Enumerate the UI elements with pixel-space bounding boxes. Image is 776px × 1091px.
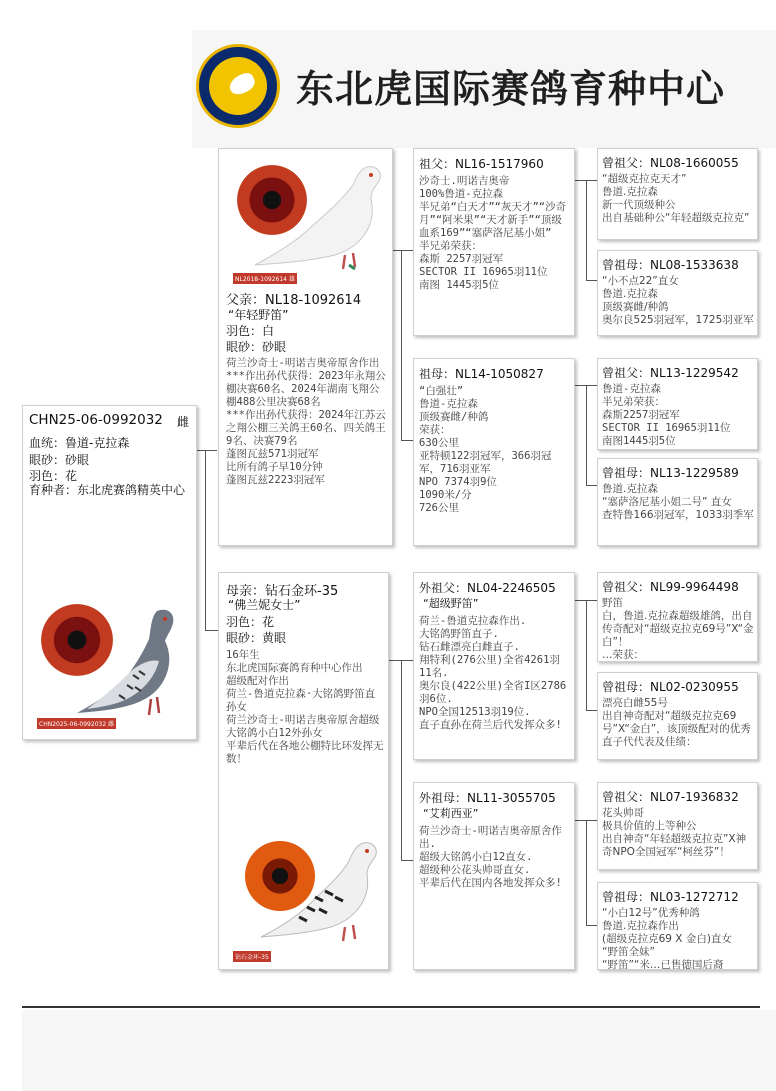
connector (586, 280, 597, 281)
sire-card (218, 148, 393, 546)
connector (393, 250, 413, 251)
great-grandparent-card (597, 672, 758, 760)
great-grandparent-description: 鲁道-克拉森 半兄弟荣获： 森斯2257羽冠军 SECTOR II 16965羽11位 南图1445羽5位 (602, 383, 731, 447)
granddam-maternal-card (413, 782, 575, 970)
sire-pigeon-photo (249, 155, 389, 280)
grandsire-paternal-ring: 祖父：NL16-1517960 (419, 157, 544, 171)
granddam-paternal-description: “白强壮” 鲁道-克拉森 顶级赛雌/种鸽 荣获： 630公里 亚特顿122羽冠军，366羽冠军，716羽亚军 NPO 7374羽9位 1090米/分 726公里 (419, 385, 552, 514)
great-grandparent-card (597, 148, 758, 240)
grandsire-maternal-description: 荷兰-鲁道克拉森作出. 大铭鸽野笛直子. 钻石雌漂亮白雌直子. 翔特利(276公里)全省4261羽11名. 奥尔良(422公里)全省I区2786羽6位. NPO全国12513羽19位. 直子直孙在荷兰后代发挥众多! (419, 615, 567, 731)
granddam-paternal-card (413, 358, 575, 546)
great-grandparent-ring: 曾祖母：NL02-0230955 (602, 680, 739, 694)
connector (586, 485, 597, 486)
subject-ring: CHN25-06-0992032 (29, 412, 163, 428)
great-grandparent-description: “超级克拉克天才” 鲁道.克拉森 新一代顶级种公 出自基础种公“年轻超级克拉克” (602, 173, 750, 224)
granddam-maternal-ring: 外祖母：NL11-3055705 (419, 791, 556, 805)
footer-divider (22, 1006, 760, 1008)
great-grandparent-description: “小白12号”优秀种鸽 鲁道.克拉森作出 (超级克拉克69 X 金白)直女 “野笛全妹” “野笛”“米…已售德国后裔 (602, 907, 732, 970)
great-grandparent-ring: 曾祖父：NL99-9964498 (602, 580, 739, 594)
subject-breeder: 育种者：东北虎赛鸽精英中心 (29, 483, 186, 497)
sire-photo-tag: NL2018-1092614 雄 (233, 273, 297, 284)
great-grandparent-description: 漂亮白雌55号 出自神奇配对“超级克拉克69号”X“金白”，该顶级配对的优秀直子代代表及佳绩： (602, 697, 751, 748)
great-grandparent-card (597, 882, 758, 970)
logo (196, 44, 280, 128)
great-grandparent-description: 鲁道.克拉森 “塞萨洛尼基小姐二号” 直女 查特鲁166羽冠军，1033羽季军 (602, 483, 754, 521)
dam-pigeon-photo (255, 835, 383, 955)
dam-photo-tag: 钻石金环-35 (233, 951, 271, 962)
subject-color: 羽色：花 (29, 469, 78, 483)
great-grandparent-card (597, 458, 758, 546)
connector (586, 180, 587, 280)
connector (586, 600, 587, 710)
connector (205, 630, 218, 631)
grandsire-paternal-card (413, 148, 575, 336)
connector (401, 860, 413, 861)
footer-band (22, 1010, 776, 1091)
subject-card (22, 405, 197, 740)
great-grandparent-card (597, 358, 758, 450)
subject-photo-tag: CHN2025-06-0992032 雌 (37, 718, 116, 729)
grandsire-maternal-ring: 外祖父：NL04-2246505 (419, 581, 556, 595)
connector (586, 385, 587, 485)
sire-color: 羽色：白 (226, 324, 275, 338)
connector (586, 820, 587, 925)
dam-name: “佛兰妮女士” (228, 598, 301, 612)
dam-ring: 母亲：钻石金环-35 (226, 584, 339, 599)
connector (401, 440, 413, 441)
great-grandparent-card (597, 250, 758, 336)
page-title: 东北虎国际赛鸽育种中心 (296, 67, 726, 111)
great-grandparent-ring: 曾祖父：NL07-1936832 (602, 790, 739, 804)
dam-color: 羽色：花 (226, 615, 275, 629)
granddam-maternal-name: “艾莉西亚” (423, 807, 479, 820)
dam-description: 16年生 东北虎国际赛鸽育种中心作出 超级配对作出 荷兰-鲁道克拉森·大铭鸽野笛直孙女 荷兰沙奇士-明诺吉奥帝原舍超级大铭鸽小白12外孙女 平辈后代在各地公棚特比环发挥无数！ (226, 649, 384, 765)
connector (401, 250, 402, 440)
great-grandparent-ring: 曾祖父：NL13-1229542 (602, 366, 739, 380)
granddam-maternal-description: 荷兰沙奇士-明诺吉奥帝原舍作出. 超级大铭鸽小白12直女. 超级种公花头帅哥直女. 平辈后代在国内各地发挥众多! (419, 825, 562, 889)
great-grandparent-ring: 曾祖母：NL13-1229589 (602, 466, 739, 480)
great-grandparent-description: 花头帅哥 极具价值的上等种公 出自神奇“年轻超级克拉克”X神奇NPO全国冠军“柯丝芬”！ (602, 807, 747, 858)
great-grandparent-ring: 曾祖母：NL03-1272712 (602, 890, 739, 904)
subject-pigeon-photo (71, 601, 191, 729)
connector (197, 450, 217, 451)
granddam-paternal-ring: 祖母：NL14-1050827 (419, 367, 544, 381)
great-grandparent-card (597, 572, 758, 662)
great-grandparent-card (597, 782, 758, 870)
connector (205, 450, 206, 630)
sire-ring: 父亲：NL18-1092614 (226, 293, 362, 308)
subject-bloodline: 血统：鲁道-克拉森 (29, 436, 130, 450)
grandsire-paternal-description: 沙奇士.明诺吉奥帝 100%鲁道-克拉森 半兄弟“白天才”“灰天才”“沙奇月”“阿米果”“天才新手”“顶级血系169”“塞萨洛尼基小姐” 半兄弟荣获： 森斯 2257羽冠军 SECTOR II 16965羽11位 南图 1445羽5位 (419, 175, 567, 291)
great-grandparent-description: 野笛 白，鲁道.克拉森超级雄鸽，出自传奇配对“超级克拉克69号”X“金白”！ …荣获： (602, 597, 754, 661)
sire-name: “年轻野笛” (228, 308, 289, 322)
connector (586, 925, 597, 926)
grandsire-maternal-name: “超级野笛” (423, 597, 479, 610)
subject-sex: 雌 (177, 415, 190, 429)
connector (401, 660, 402, 860)
great-grandparent-description: “小不点22”直女 鲁道.克拉森 顶级赛雌/种鸽 奥尔良525羽冠军，1725羽亚军 (602, 275, 754, 326)
great-grandparent-ring: 曾祖父：NL08-1660055 (602, 156, 739, 170)
sire-description: 荷兰沙奇士-明诺吉奥帝原舍作出 ***作出孙代获得：2023年永翔公棚决赛60名、2024年湖南飞翔公棚488公里决赛68名 ***作出孙代获得：2024年江苏云之翔公棚三关鸽王60名、四关鸽王9名、决赛79名 蓬图瓦兹571羽冠军 比所有鸽子早10分钟 蓬图瓦兹2223羽冠军 (226, 357, 386, 486)
connector (586, 710, 597, 711)
great-grandparent-ring: 曾祖母：NL08-1533638 (602, 258, 739, 272)
dam-eye: 眼砂：黄眼 (226, 631, 287, 645)
dam-card (218, 572, 389, 970)
grandsire-maternal-card (413, 572, 575, 760)
subject-eye: 眼砂：砂眼 (29, 453, 90, 467)
sire-eye: 眼砂：砂眼 (226, 340, 287, 354)
